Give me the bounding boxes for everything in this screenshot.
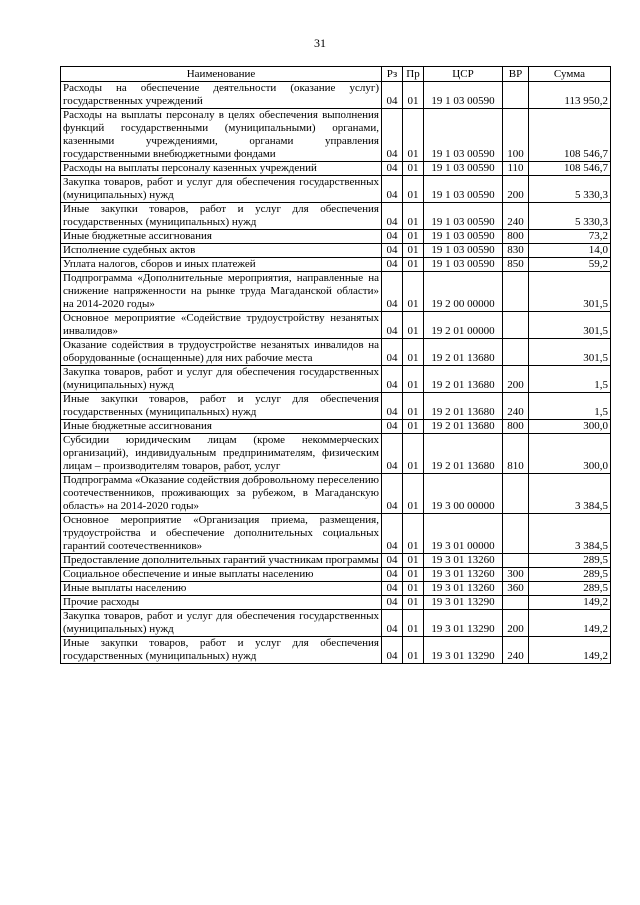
row-name: Подпрограмма «Дополнительные мероприятия, направленные на снижение напряженности на рынке труда Магаданской области» на 2014-2020 годы» (61, 272, 382, 312)
table-row (61, 393, 611, 420)
row-vr: 300 (503, 568, 529, 582)
row-sum: 1,5 (529, 366, 611, 393)
row-vr: 200 (503, 610, 529, 637)
row-vr (503, 312, 529, 339)
table-row (61, 582, 611, 596)
row-name: Иные бюджетные ассигнования (61, 420, 382, 434)
row-csr: 19 2 00 00000 (424, 272, 503, 312)
row-rz: 04 (382, 554, 403, 568)
header-csr: ЦСР (424, 67, 503, 82)
table-row (61, 420, 611, 434)
table-row (61, 474, 611, 514)
row-sum: 301,5 (529, 312, 611, 339)
row-pr: 01 (403, 203, 424, 230)
row-vr: 810 (503, 434, 529, 474)
row-sum: 149,2 (529, 610, 611, 637)
row-vr: 830 (503, 244, 529, 258)
row-rz: 04 (382, 109, 403, 162)
row-vr: 800 (503, 420, 529, 434)
row-name: Расходы на выплаты персоналу в целях обеспечения выполнения функций государственными (муниципальными) органами, казенными учреждениями, органами управления государственными внебюджетными фондами (61, 109, 382, 162)
row-pr: 01 (403, 230, 424, 244)
row-csr: 19 1 03 00590 (424, 258, 503, 272)
row-pr: 01 (403, 162, 424, 176)
row-csr: 19 3 01 13290 (424, 610, 503, 637)
table-row (61, 596, 611, 610)
row-rz: 04 (382, 258, 403, 272)
header-sum: Сумма (529, 67, 611, 82)
table-row (61, 610, 611, 637)
row-pr: 01 (403, 339, 424, 366)
row-name: Закупка товаров, работ и услуг для обеспечения государственных (муниципальных) нужд (61, 610, 382, 637)
row-sum: 73,2 (529, 230, 611, 244)
row-sum: 108 546,7 (529, 162, 611, 176)
row-name: Оказание содействия в трудоустройстве незанятых инвалидов на оборудованные (оснащенные) для них рабочие места (61, 339, 382, 366)
row-vr (503, 339, 529, 366)
row-vr: 240 (503, 393, 529, 420)
row-name: Иные закупки товаров, работ и услуг для обеспечения государственных (муниципальных) нужд (61, 637, 382, 664)
row-vr (503, 474, 529, 514)
row-pr: 01 (403, 176, 424, 203)
row-vr: 800 (503, 230, 529, 244)
row-sum: 289,5 (529, 568, 611, 582)
row-vr (503, 272, 529, 312)
budget-table (60, 66, 611, 664)
row-vr (503, 596, 529, 610)
row-csr: 19 3 01 13260 (424, 568, 503, 582)
row-rz: 04 (382, 420, 403, 434)
page-number: 31 (314, 36, 326, 50)
row-vr: 200 (503, 176, 529, 203)
row-rz: 04 (382, 474, 403, 514)
row-name: Уплата налогов, сборов и иных платежей (61, 258, 382, 272)
row-rz: 04 (382, 514, 403, 554)
row-name: Предоставление дополнительных гарантий участникам программы (61, 554, 382, 568)
row-pr: 01 (403, 258, 424, 272)
table-row (61, 366, 611, 393)
row-pr: 01 (403, 366, 424, 393)
row-sum: 149,2 (529, 637, 611, 664)
row-rz: 04 (382, 272, 403, 312)
row-csr: 19 1 03 00590 (424, 203, 503, 230)
row-sum: 301,5 (529, 339, 611, 366)
row-pr: 01 (403, 244, 424, 258)
row-rz: 04 (382, 162, 403, 176)
row-csr: 19 3 01 00000 (424, 514, 503, 554)
row-name: Иные выплаты населению (61, 582, 382, 596)
row-csr: 19 1 03 00590 (424, 244, 503, 258)
row-csr: 19 1 03 00590 (424, 109, 503, 162)
row-pr: 01 (403, 596, 424, 610)
row-sum: 5 330,3 (529, 176, 611, 203)
row-sum: 108 546,7 (529, 109, 611, 162)
header-pr: Пр (403, 67, 424, 82)
row-name: Закупка товаров, работ и услуг для обеспечения государственных (муниципальных) нужд (61, 366, 382, 393)
row-rz: 04 (382, 434, 403, 474)
row-sum: 300,0 (529, 434, 611, 474)
row-name: Субсидии юридическим лицам (кроме некоммерческих организаций), индивидуальным предпринимателям, физическим лицам – производителям товаров, работ, услуг (61, 434, 382, 474)
table-row (61, 637, 611, 664)
row-name: Исполнение судебных актов (61, 244, 382, 258)
row-pr: 01 (403, 420, 424, 434)
row-name: Иные закупки товаров, работ и услуг для обеспечения государственных (муниципальных) нужд (61, 393, 382, 420)
row-rz: 04 (382, 366, 403, 393)
table-row (61, 244, 611, 258)
row-sum: 5 330,3 (529, 203, 611, 230)
row-rz: 04 (382, 230, 403, 244)
row-csr: 19 3 01 13290 (424, 596, 503, 610)
row-sum: 300,0 (529, 420, 611, 434)
table-row (61, 203, 611, 230)
row-sum: 1,5 (529, 393, 611, 420)
row-name: Закупка товаров, работ и услуг для обеспечения государственных (муниципальных) нужд (61, 176, 382, 203)
row-sum: 113 950,2 (529, 82, 611, 109)
row-pr: 01 (403, 637, 424, 664)
row-csr: 19 2 01 13680 (424, 366, 503, 393)
table-row (61, 162, 611, 176)
row-rz: 04 (382, 339, 403, 366)
table-row (61, 434, 611, 474)
row-vr (503, 514, 529, 554)
row-rz: 04 (382, 393, 403, 420)
row-pr: 01 (403, 272, 424, 312)
table-row (61, 230, 611, 244)
row-sum: 301,5 (529, 272, 611, 312)
row-sum: 3 384,5 (529, 474, 611, 514)
row-pr: 01 (403, 393, 424, 420)
table-row (61, 82, 611, 109)
row-rz: 04 (382, 582, 403, 596)
row-csr: 19 1 03 00590 (424, 162, 503, 176)
row-vr: 110 (503, 162, 529, 176)
table-row (61, 312, 611, 339)
row-sum: 289,5 (529, 554, 611, 568)
row-pr: 01 (403, 554, 424, 568)
row-csr: 19 2 01 13680 (424, 420, 503, 434)
row-csr: 19 3 01 13290 (424, 637, 503, 664)
row-sum: 59,2 (529, 258, 611, 272)
row-pr: 01 (403, 82, 424, 109)
row-csr: 19 1 03 00590 (424, 230, 503, 244)
row-csr: 19 3 01 13260 (424, 582, 503, 596)
row-rz: 04 (382, 176, 403, 203)
row-name: Иные бюджетные ассигнования (61, 230, 382, 244)
header-vr: ВР (503, 67, 529, 82)
row-sum: 149,2 (529, 596, 611, 610)
row-pr: 01 (403, 514, 424, 554)
table-row (61, 109, 611, 162)
row-name: Прочие расходы (61, 596, 382, 610)
table-body (61, 82, 611, 664)
row-vr: 850 (503, 258, 529, 272)
row-csr: 19 3 01 13260 (424, 554, 503, 568)
row-name: Основное мероприятие «Организация приема, размещения, трудоустройства и обеспечение дополнительных социальных гарантий соотечественников» (61, 514, 382, 554)
row-vr: 200 (503, 366, 529, 393)
table-row (61, 554, 611, 568)
table-header-row (61, 67, 611, 82)
row-name: Иные закупки товаров, работ и услуг для обеспечения государственных (муниципальных) нужд (61, 203, 382, 230)
row-rz: 04 (382, 610, 403, 637)
row-csr: 19 2 01 13680 (424, 434, 503, 474)
row-vr: 360 (503, 582, 529, 596)
row-csr: 19 1 03 00590 (424, 176, 503, 203)
row-name: Расходы на выплаты персоналу казенных учреждений (61, 162, 382, 176)
row-name: Основное мероприятие «Содействие трудоустройству незанятых инвалидов» (61, 312, 382, 339)
table-row (61, 176, 611, 203)
row-csr: 19 2 01 00000 (424, 312, 503, 339)
row-name: Социальное обеспечение и иные выплаты населению (61, 568, 382, 582)
row-pr: 01 (403, 109, 424, 162)
row-pr: 01 (403, 474, 424, 514)
row-rz: 04 (382, 244, 403, 258)
table-row (61, 339, 611, 366)
row-rz: 04 (382, 637, 403, 664)
row-sum: 14,0 (529, 244, 611, 258)
row-pr: 01 (403, 568, 424, 582)
row-vr: 240 (503, 203, 529, 230)
row-csr: 19 2 01 13680 (424, 339, 503, 366)
row-csr: 19 3 00 00000 (424, 474, 503, 514)
row-rz: 04 (382, 203, 403, 230)
table-row (61, 258, 611, 272)
row-vr: 100 (503, 109, 529, 162)
row-rz: 04 (382, 596, 403, 610)
row-sum: 289,5 (529, 582, 611, 596)
row-vr (503, 554, 529, 568)
row-csr: 19 1 03 00590 (424, 82, 503, 109)
row-rz: 04 (382, 82, 403, 109)
row-vr: 240 (503, 637, 529, 664)
row-pr: 01 (403, 312, 424, 339)
table-row (61, 568, 611, 582)
row-pr: 01 (403, 434, 424, 474)
row-csr: 19 2 01 13680 (424, 393, 503, 420)
row-rz: 04 (382, 568, 403, 582)
table-row (61, 514, 611, 554)
row-vr (503, 82, 529, 109)
header-name: Наименование (61, 67, 382, 82)
table-row (61, 272, 611, 312)
row-name: Расходы на обеспечение деятельности (оказание услуг) государственных учреждений (61, 82, 382, 109)
row-rz: 04 (382, 312, 403, 339)
row-pr: 01 (403, 582, 424, 596)
row-pr: 01 (403, 610, 424, 637)
header-rz: Рз (382, 67, 403, 82)
row-name: Подпрограмма «Оказание содействия добровольному переселению соотечественников, проживающих за рубежом, в Магаданскую область» на 2014-2020 годы» (61, 474, 382, 514)
row-sum: 3 384,5 (529, 514, 611, 554)
